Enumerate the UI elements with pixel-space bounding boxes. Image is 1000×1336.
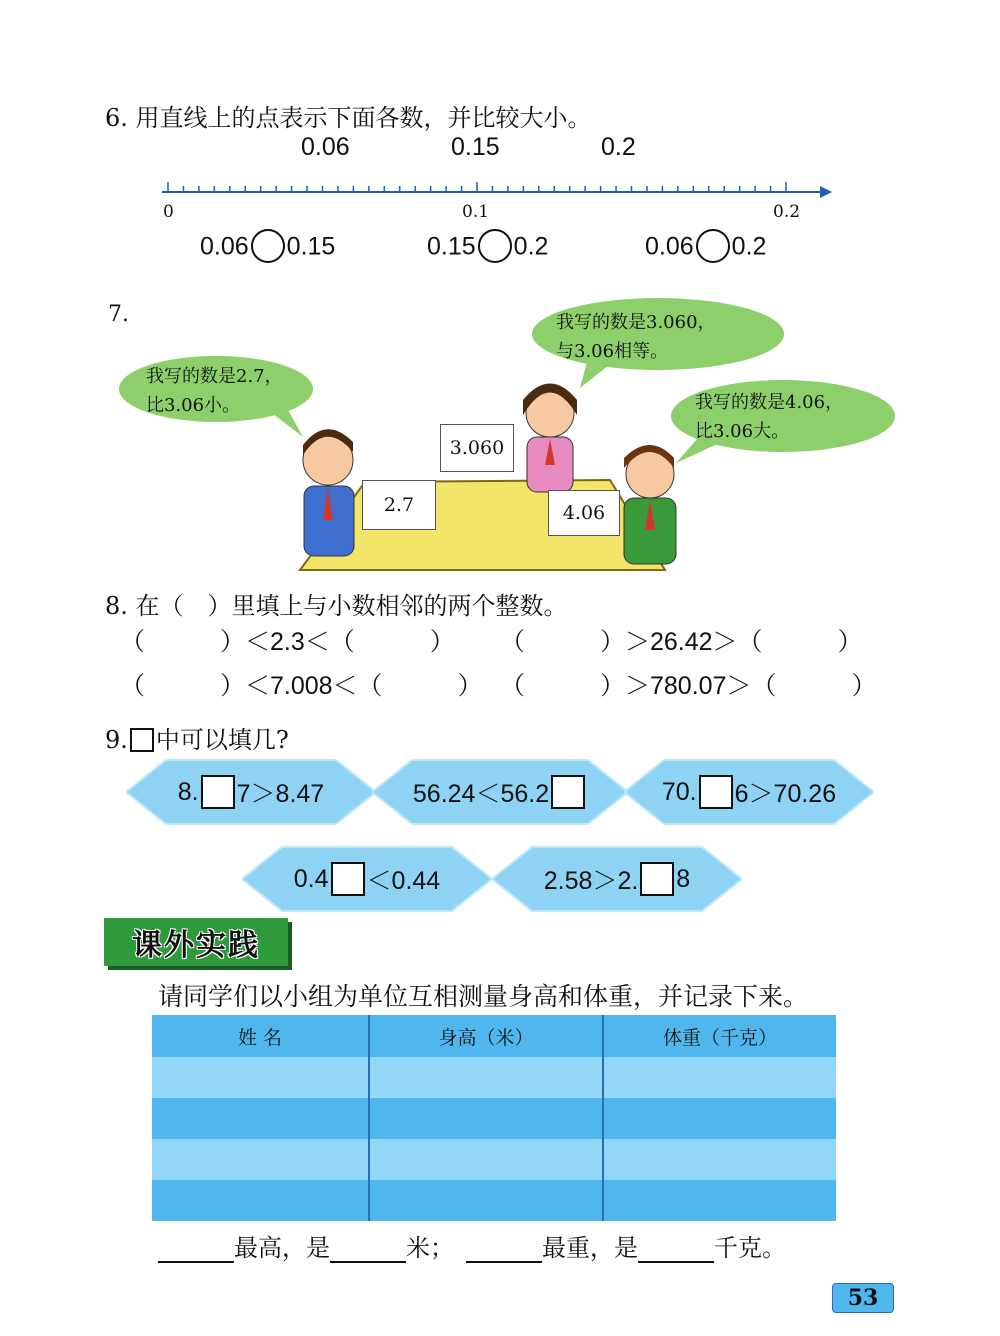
compare-1-right: 0.15 <box>286 232 336 261</box>
compare-2 <box>427 229 548 267</box>
q9-item-1-pre: 8. <box>177 777 199 806</box>
q9-item-5 <box>492 845 742 913</box>
q6-number-3: 0.2 <box>601 133 636 161</box>
q8-row1-b[interactable]: （ ）＞26.42＞（ ） <box>500 628 863 656</box>
q9-item-3 <box>624 758 874 826</box>
header-height: 身高（米） <box>369 1015 603 1057</box>
compare-3 <box>645 229 766 267</box>
fill-part-2: 米； <box>406 1234 454 1262</box>
table-cell[interactable] <box>369 1057 603 1098</box>
compare-circle-2[interactable] <box>478 229 512 263</box>
q9-item-2 <box>372 758 628 826</box>
q9-item-5-post: 8 <box>676 864 691 893</box>
q9-item-1-box[interactable] <box>201 775 235 809</box>
practice-heading: 课外实践 <box>132 928 260 963</box>
q6-number-1: 0.06 <box>301 133 350 161</box>
compare-circle-3[interactable] <box>696 229 730 263</box>
fill-part-1: 最高，是 <box>234 1234 330 1262</box>
q9-item-4 <box>242 845 492 913</box>
q9-item-3-pre: 70. <box>661 777 697 806</box>
q9-item-1 <box>126 758 376 826</box>
q7-label: 7. <box>108 302 129 327</box>
practice-instruction: 请同学们以小组为单位互相测量身高和体重，并记录下来。 <box>158 982 809 1011</box>
axis-label-0: 0 <box>163 202 174 222</box>
q6-title: 6. 用直线上的点表示下面各数，并比较大小。 <box>105 104 592 132</box>
q9-item-1-post: 7＞8.47 <box>236 780 325 808</box>
compare-3-left: 0.06 <box>645 232 694 261</box>
page-number: 53 <box>832 1283 894 1313</box>
fill-part-4: 千克。 <box>714 1234 786 1262</box>
q9-item-3-post: 6＞70.26 <box>734 780 837 808</box>
table-cell[interactable] <box>603 1139 836 1180</box>
practice-heading-box <box>104 918 288 966</box>
bubble-middle-line2: 与3.06相等。 <box>556 341 669 362</box>
table-row <box>152 1057 836 1098</box>
bubble-right <box>695 388 843 446</box>
table-cell[interactable] <box>152 1098 369 1139</box>
card-left: 2.7 <box>362 480 436 530</box>
q9-item-2-box[interactable] <box>551 775 585 809</box>
table-cell[interactable] <box>603 1098 836 1139</box>
table-header-row <box>152 1015 836 1057</box>
q9-title-post: 中可以填几? <box>155 726 289 754</box>
header-weight: 体重（千克） <box>603 1015 836 1057</box>
table-cell[interactable] <box>369 1180 603 1221</box>
table-cell[interactable] <box>152 1139 369 1180</box>
table-cell[interactable] <box>369 1139 603 1180</box>
square-icon <box>130 728 154 752</box>
table-cell[interactable] <box>152 1180 369 1221</box>
q9-item-4-pre: 0.4 <box>293 864 329 893</box>
table-cell[interactable] <box>152 1057 369 1098</box>
number-line <box>150 178 840 208</box>
compare-2-left: 0.15 <box>427 232 476 261</box>
blank-heaviest-weight[interactable] <box>638 1237 714 1263</box>
bubble-right-line2: 比3.06大。 <box>695 421 790 442</box>
table-row <box>152 1139 836 1180</box>
blank-tallest-height[interactable] <box>330 1237 406 1263</box>
q9-item-3-box[interactable] <box>699 775 733 809</box>
q9-title <box>105 720 289 756</box>
q6-number-2: 0.15 <box>451 133 500 161</box>
q9-item-4-box[interactable] <box>331 862 365 896</box>
table-cell[interactable] <box>603 1057 836 1098</box>
q8-row2-b[interactable]: （ ）＞780.07＞（ ） <box>500 672 877 700</box>
q9-item-5-box[interactable] <box>640 862 674 896</box>
q9-item-2-pre: 56.24＜56.2 <box>412 780 550 808</box>
blank-heaviest-name[interactable] <box>466 1237 542 1263</box>
blank-tallest-name[interactable] <box>158 1237 234 1263</box>
table-row <box>152 1180 836 1221</box>
q8-row2-a[interactable]: （ ）＜7.008＜（ ） <box>120 672 483 700</box>
q9-title-pre: 9. <box>105 726 128 754</box>
table-cell[interactable] <box>369 1098 603 1139</box>
card-middle: 3.060 <box>440 424 514 472</box>
table-cell[interactable] <box>603 1180 836 1221</box>
fill-sentence <box>158 1228 786 1263</box>
compare-2-right: 0.2 <box>513 232 549 261</box>
fill-part-3: 最重，是 <box>542 1234 638 1262</box>
compare-1 <box>200 229 335 267</box>
q9-item-5-pre: 2.58＞2. <box>543 867 639 895</box>
card-right: 4.06 <box>548 490 620 536</box>
record-table <box>152 1015 836 1221</box>
axis-label-01: 0.1 <box>462 202 490 222</box>
bubble-left-line1: 我写的数是2.7， <box>146 366 283 387</box>
bubble-middle <box>556 308 716 366</box>
header-name: 姓 名 <box>237 1026 283 1049</box>
compare-1-left: 0.06 <box>200 232 249 261</box>
bubble-left <box>146 362 283 420</box>
compare-circle-1[interactable] <box>251 229 285 263</box>
axis-label-02: 0.2 <box>773 202 801 222</box>
q8-row1-a[interactable]: （ ）＜2.3＜（ ） <box>120 628 455 656</box>
bubble-right-line1: 我写的数是4.06， <box>695 392 844 413</box>
girl-illustration <box>515 375 585 495</box>
bubble-middle-line1: 我写的数是3.060， <box>556 312 716 333</box>
compare-3-right: 0.2 <box>731 232 767 261</box>
q8-title: 8. 在（ ）里填上与小数相邻的两个整数。 <box>105 592 568 620</box>
bubble-left-line2: 比3.06小。 <box>146 395 241 416</box>
table-row <box>152 1098 836 1139</box>
q9-item-4-post: ＜0.44 <box>366 867 441 895</box>
